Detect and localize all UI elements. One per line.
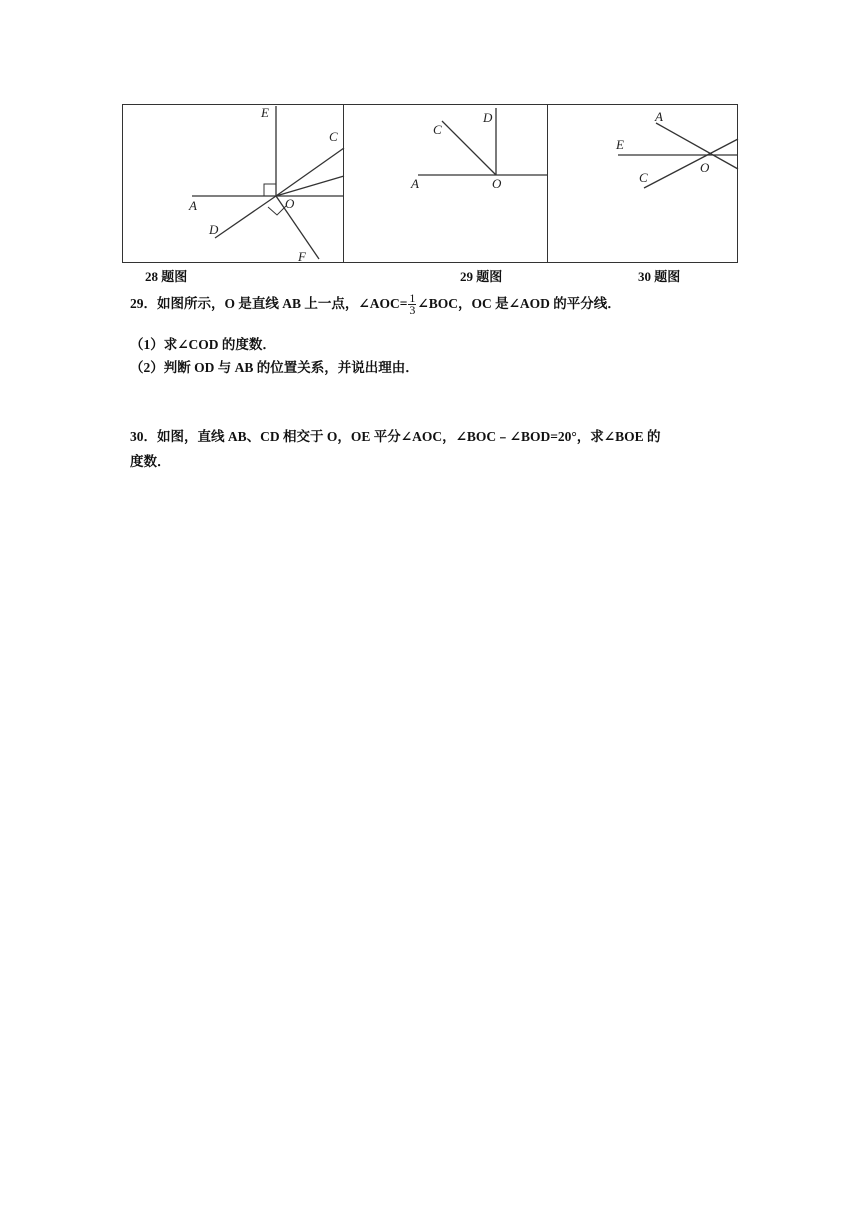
q30-line1: 30．如图，直线 AB、CD 相交于 O，OE 平分∠AOC，∠BOC﹣∠BOD=20°，求∠BOE 的 — [130, 429, 661, 444]
q29-part2: （2）判断 OD 与 AB 的位置关系，并说出理由． — [130, 360, 419, 375]
q29-intro-rest: ∠BOC，OC 是∠AOD 的平分线． — [417, 296, 621, 311]
fig28-label-a: A — [189, 198, 197, 213]
figure-30 — [618, 123, 738, 188]
q29-part1: （1）求∠COD 的度数． — [130, 337, 276, 352]
fig28-label-e: E — [261, 105, 269, 120]
fig30-label-o: O — [700, 160, 710, 175]
fig28-label-f: F — [298, 249, 306, 264]
fig29-label-c: C — [433, 122, 442, 137]
q29-frac-num: 1 — [409, 291, 416, 306]
q30-line2: 度数． — [130, 454, 171, 469]
fig30-label-e: E — [616, 137, 624, 152]
fig30-label-a: A — [655, 109, 663, 124]
q29-frac-den: 3 — [409, 303, 416, 318]
fig28-label-o: O — [285, 196, 295, 211]
q29-fraction — [408, 293, 416, 316]
q29-intro: 29．如图所示，O 是直线 AB 上一点，∠AOC= — [130, 296, 408, 311]
caption-fig30: 30 题图 — [638, 269, 681, 284]
fig28-label-d: D — [209, 222, 219, 237]
fig28-ray-od — [215, 196, 276, 238]
fig28-ray-extra — [276, 176, 344, 196]
fig30-line-cd — [644, 139, 738, 188]
fig29-label-a: A — [411, 176, 419, 191]
caption-fig29: 29 题图 — [460, 269, 503, 284]
fig28-ray-oc — [276, 148, 344, 196]
fig29-ray-oc — [442, 121, 496, 175]
fig28-right-angle-1 — [264, 184, 276, 196]
figure-strip — [122, 104, 738, 263]
fig28-label-c: C — [329, 129, 338, 144]
fig30-label-c: C — [639, 170, 648, 185]
caption-fig28: 28 题图 — [145, 269, 188, 284]
fig29-label-d: D — [483, 110, 493, 125]
figures-svg — [122, 104, 738, 263]
q29-statement — [130, 292, 621, 316]
fig29-label-o: O — [492, 176, 502, 191]
